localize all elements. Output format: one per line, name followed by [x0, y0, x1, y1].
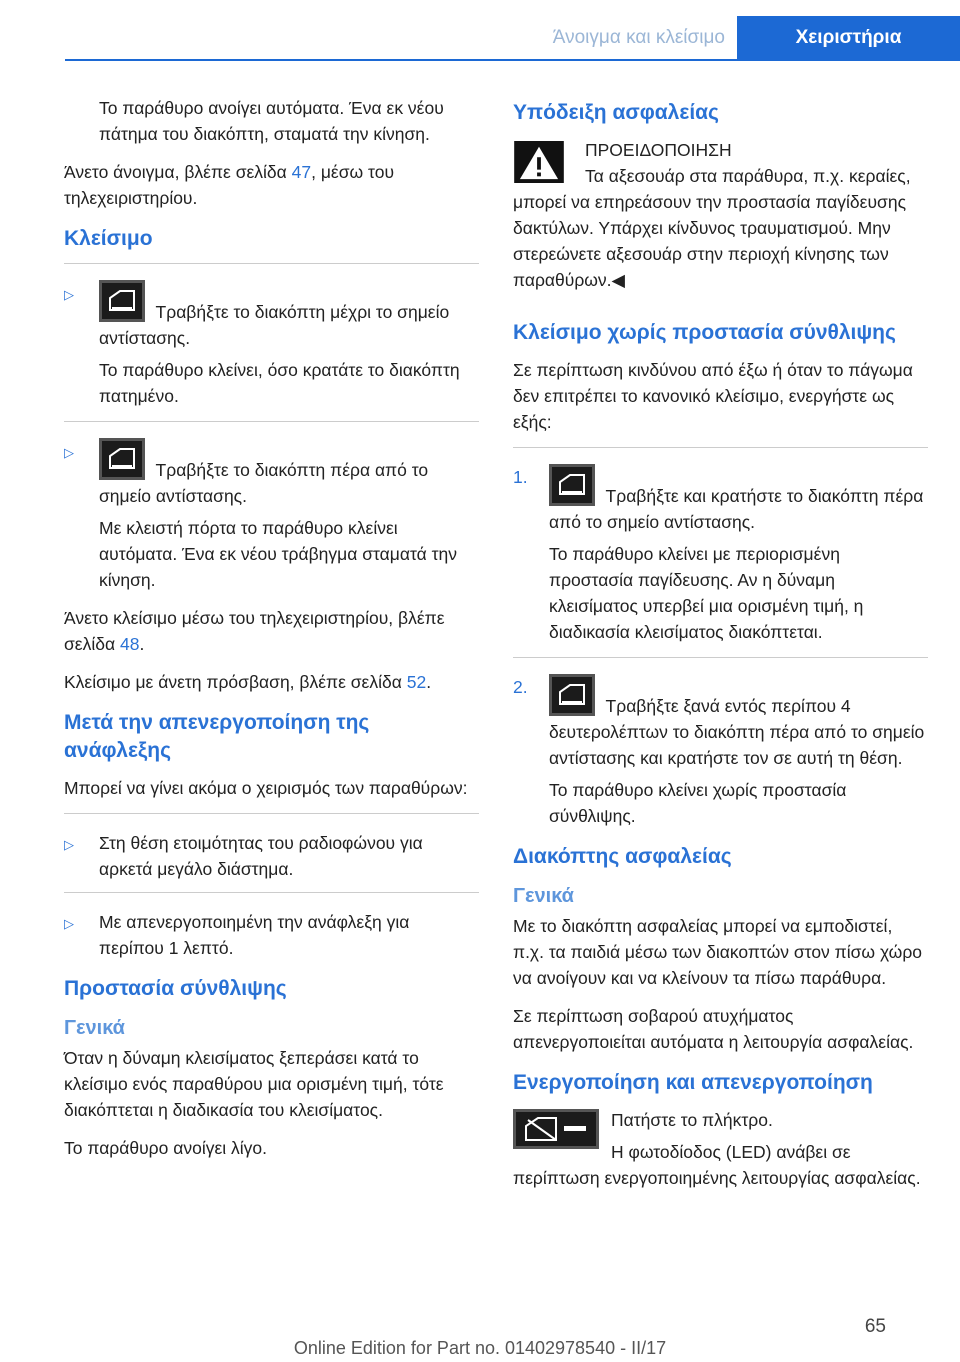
step-item: 1. Τραβήξτε και κρατήστε το διακόπτη πέρα από το σημείο αντίστασης. [513, 464, 928, 535]
divider [513, 447, 928, 448]
heading-closing: Κλείσιμο [64, 227, 153, 250]
page-link-48[interactable]: 48 [119, 634, 140, 654]
heading-general: Γενικά [64, 1017, 125, 1039]
left-paragraph-2: Άνετο άνοιγμα, βλέπε σελίδα 47, μέσω του τηλεχειριστηρίου. [64, 162, 395, 208]
divider [64, 813, 479, 814]
list-item: ▷ Στη θέση ετοιμότητας του ραδιοφώνου για αρκετά μεγάλο διάστημα. [64, 833, 423, 879]
list-item: ▷ Τραβήξτε το διακόπτη πέρα από το σημείο αντίστασης. [64, 438, 479, 509]
divider [64, 421, 479, 422]
header-rule [65, 59, 960, 61]
warning-text: Τα αξεσουάρ στα παράθυρα, π.χ. κεραίες, μπορεί να επηρεάσουν την προστασία παγίδευσης δακτύλων. Υπάρχει κίνδυνος τραυματισμού. Μην στερεώνετε αξεσουάρ στην περιοχή κίνησης των παραθύρων.◀ [513, 166, 911, 290]
list-item-detail: Το παράθυρο κλείνει, όσο κρατάτε το διακόπτη πατημένο. [99, 360, 460, 406]
triangle-right-icon: ▷ [64, 287, 74, 302]
left-paragraph-3: Άνετο κλείσιμο μέσω του τηλεχειριστηρίου, βλέπε σελίδα 48. [64, 608, 445, 654]
window-switch-icon [549, 674, 595, 716]
divider [513, 657, 928, 658]
warning-title: ΠΡΟΕΙΔΟΠΟΙΗΣΗ [585, 140, 732, 160]
window-lock-icon [513, 1109, 599, 1149]
left-column [64, 95, 479, 1173]
right-column [513, 95, 928, 1203]
led-text: Η φωτοδίοδος (LED) ανάβει σε περίπτωση ενεργοποιημένης λειτουργίας ασφαλείας. [513, 1142, 921, 1188]
window-switch-icon [99, 280, 145, 322]
heading-safety-switch: Διακόπτης ασφαλείας [513, 845, 732, 868]
step-detail: Το παράθυρο κλείνει με περιορισμένη προστασία παγίδευσης. Αν η δύναμη κλεισίματος υπερβεί μια ορισμένη τιμή, η διαδικασία κλεισίματος διακόπτεται. [549, 544, 864, 642]
left-paragraph-1: Το παράθυρο ανοίγει αυτόματα. Ένα εκ νέου πάτημα του διακόπτη, σταματά την κίνηση. [99, 98, 444, 144]
triangle-right-icon: ▷ [64, 445, 74, 460]
footer-text: Online Edition for Part no. 01402978540 - II/17 [293, 1338, 667, 1358]
heading-pinch-protection: Προστασία σύνθλιψης [64, 977, 287, 1000]
step-number: 2. [513, 677, 528, 697]
right-paragraph-1: Σε περίπτωση κινδύνου από έξω ή όταν το πάγωμα δεν επιτρέπει το κανονικό κλείσιμο, ενεργήστε ως εξής: [513, 360, 913, 432]
divider [64, 892, 479, 893]
page-link-47[interactable]: 47 [291, 162, 312, 182]
left-paragraph-6: Όταν η δύναμη κλεισίματος ξεπεράσει κατά το κλείσιμο ενός παραθύρου μια ορισμένη τιμή, τότε διακόπτεται η διαδικασία του κλεισίματος. [64, 1048, 444, 1120]
heading-general: Γενικά [513, 885, 574, 907]
left-paragraph-5: Μπορεί να γίνει ακόμα ο χειρισμός των παραθύρων: [64, 778, 468, 798]
step-number: 1. [513, 467, 528, 487]
triangle-right-icon: ▷ [64, 837, 74, 852]
page-link-52[interactable]: 52 [406, 672, 427, 692]
step-item: 2. Τραβήξτε ξανά εντός περίπου 4 δευτερολέπτων το διακόπτη πέρα από το σημείο αντίστασης και κρατήστε τον σε αυτή τη θέση. [513, 674, 928, 771]
right-paragraph-2: Με το διακόπτη ασφαλείας μπορεί να εμποδιστεί, π.χ. τα παιδιά μέσω των διακοπτών στον πίσω χώρο να ανοίγουν και να κλείνουν τα πίσω παράθυρα. [513, 916, 923, 988]
window-switch-icon [99, 438, 145, 480]
right-paragraph-3: Σε περίπτωση σοβαρού ατυχήματος απενεργοποιείται αυτόματα η λειτουργία ασφαλείας. [513, 1006, 914, 1052]
heading-after-ignition: Μετά την απενεργοποίηση της ανάφλεξης [64, 711, 370, 762]
header-section-tab[interactable]: Χειριστήρια [737, 16, 960, 60]
heading-enable-disable: Ενεργοποίηση και απενεργοποίηση [513, 1071, 873, 1094]
list-item-detail: Με κλειστή πόρτα το παράθυρο κλείνει αυτόματα. Ένα εκ νέου τράβηγμα σταματά την κίνηση. [99, 518, 458, 590]
step-detail: Το παράθυρο κλείνει χωρίς προστασία σύνθλιψης. [549, 780, 847, 826]
list-item: ▷ Με απενεργοποιημένη την ανάφλεξη για περίπου 1 λεπτό. [64, 912, 410, 958]
left-paragraph-4: Κλείσιμο με άνετη πρόσβαση, βλέπε σελίδα 52. [64, 672, 432, 692]
press-instruction: Πατήστε το πλήκτρο. [611, 1110, 773, 1130]
header-section-title: Άνοιγμα και κλείσιμο [552, 27, 725, 48]
heading-safety-hint: Υπόδειξη ασφαλείας [513, 101, 719, 124]
left-paragraph-7: Το παράθυρο ανοίγει λίγο. [64, 1138, 268, 1158]
window-switch-icon [549, 464, 595, 506]
list-item: ▷ Τραβήξτε το διακόπτη μέχρι το σημείο αντίστασης. [64, 280, 479, 351]
heading-close-without-pinch: Κλείσιμο χωρίς προστασία σύνθλιψης [513, 321, 896, 344]
warning-icon [513, 141, 565, 183]
page-number: 65 [864, 1316, 886, 1337]
divider [64, 263, 479, 264]
triangle-right-icon: ▷ [64, 916, 74, 931]
